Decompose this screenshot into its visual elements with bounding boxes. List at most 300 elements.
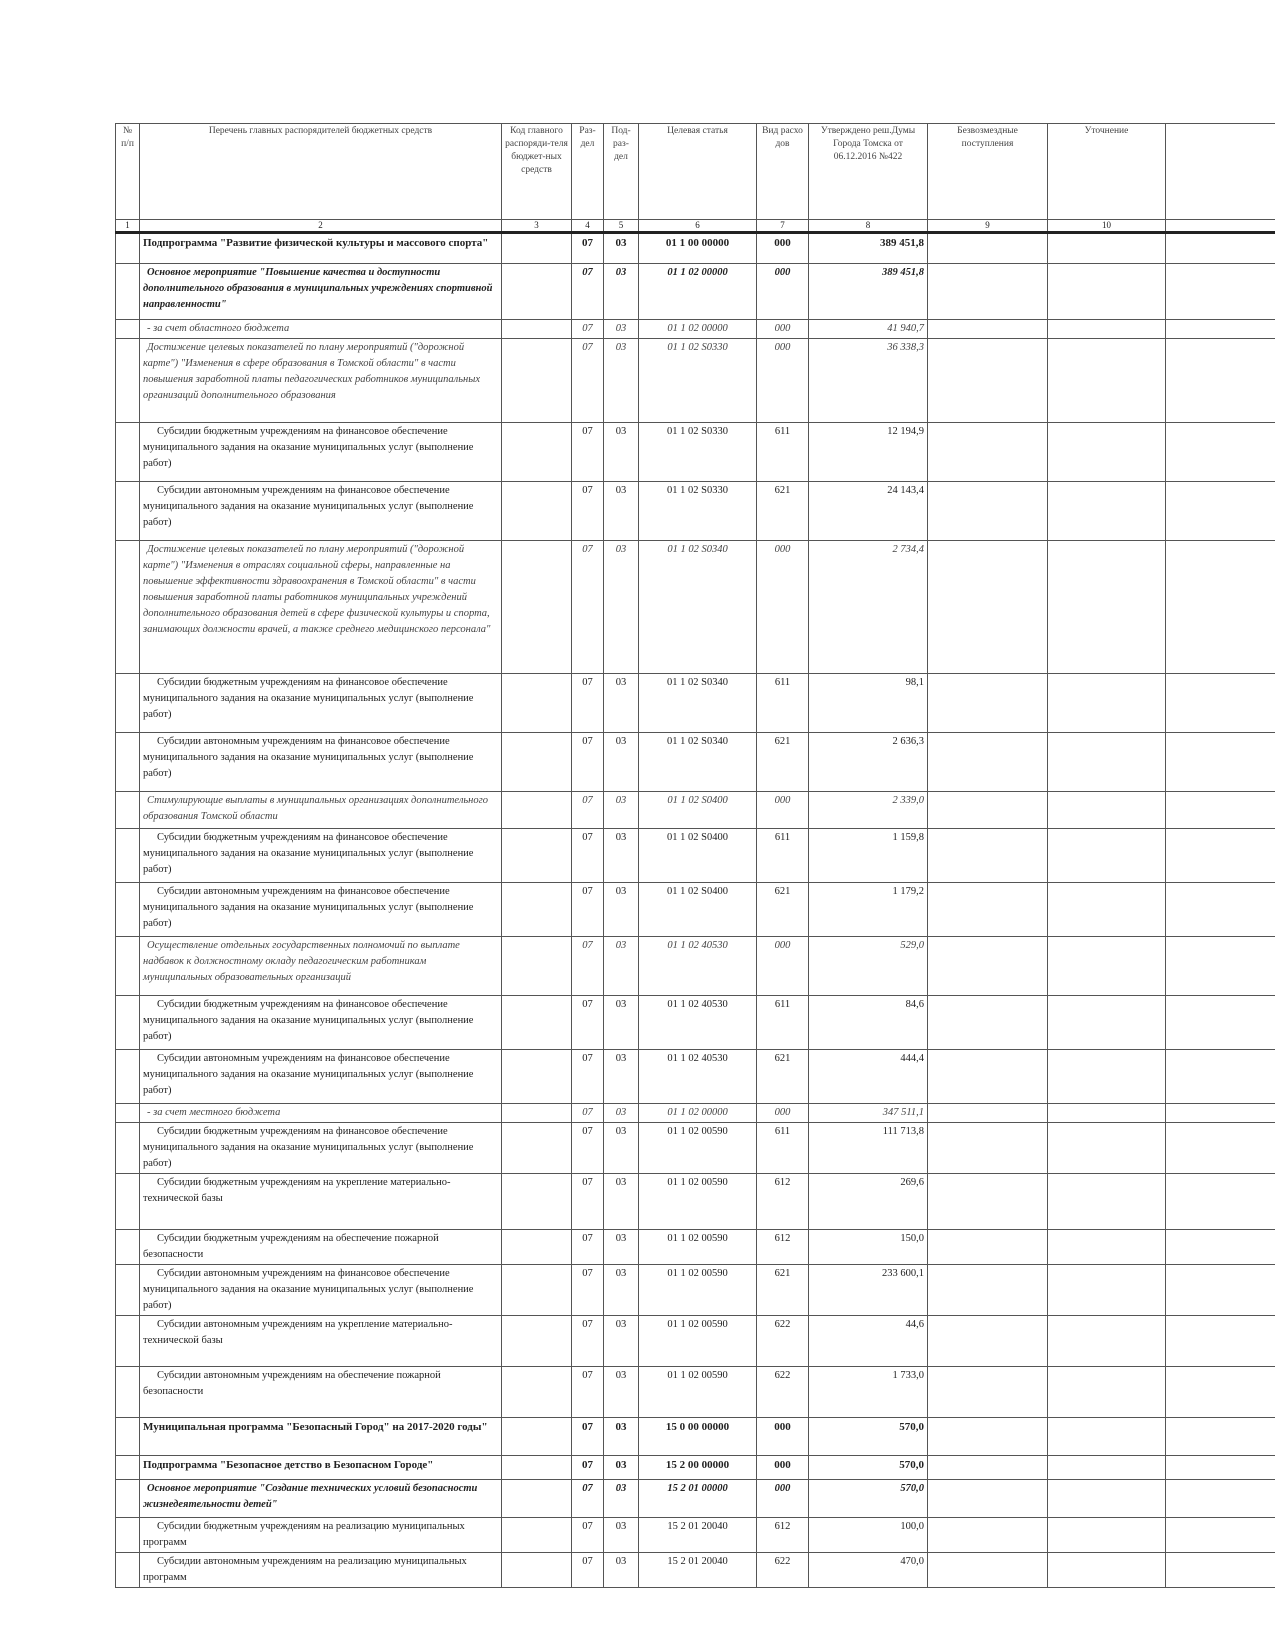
row-name-cell: Субсидии автономным учреждениям на финансовое обеспечение муниципального задания на оказание муниципальных услуг (выполнение работ) xyxy=(140,482,502,541)
row-article-cell: 15 0 00 00000 xyxy=(639,1418,757,1456)
row-podrazdel-cell: 03 xyxy=(604,883,639,937)
table-row xyxy=(116,1123,1275,1174)
row-grants-cell xyxy=(928,423,1048,482)
table-row xyxy=(116,829,1275,883)
row-name-cell: Субсидии бюджетным учреждениям на финансовое обеспечение муниципального задания на оказание муниципальных услуг (выполнение работ) xyxy=(140,423,502,482)
row-code-cell xyxy=(502,733,572,792)
row-vid-cell: 621 xyxy=(757,482,809,541)
row-refinement-cell xyxy=(1048,674,1166,733)
row-name-cell: Подпрограмма "Развитие физической культуры и массового спорта" xyxy=(140,233,502,264)
row-number-cell xyxy=(116,320,140,339)
row-refinement-cell xyxy=(1048,1518,1166,1553)
row-number-cell xyxy=(116,733,140,792)
row-vid-cell: 000 xyxy=(757,541,809,674)
row-refinement-cell xyxy=(1048,1480,1166,1518)
col-extra-header xyxy=(1166,124,1275,220)
row-razdel-cell: 07 xyxy=(572,1174,604,1230)
row-code-cell xyxy=(502,541,572,674)
table-row xyxy=(116,1174,1275,1230)
row-refinement-cell xyxy=(1048,264,1166,320)
row-razdel-cell: 07 xyxy=(572,733,604,792)
table-row xyxy=(116,1316,1275,1367)
col-approved-header: Утверждено реш.Думы Города Томска от 06.12.2016 №422 xyxy=(809,124,928,220)
row-grants-cell xyxy=(928,1518,1048,1553)
row-refinement-cell xyxy=(1048,482,1166,541)
row-extra-cell xyxy=(1166,937,1275,996)
row-refinement-cell xyxy=(1048,1230,1166,1265)
row-podrazdel-cell: 03 xyxy=(604,1480,639,1518)
col-podrazdel-header: Под-раз-дел xyxy=(604,124,639,220)
row-number-cell xyxy=(116,1418,140,1456)
row-amount-cell: 111 713,8 xyxy=(809,1123,928,1174)
row-vid-cell: 611 xyxy=(757,1123,809,1174)
row-extra-cell xyxy=(1166,1050,1275,1104)
row-name-cell: Субсидии автономным учреждениям на финансовое обеспечение муниципального задания на оказание муниципальных услуг (выполнение работ) xyxy=(140,1050,502,1104)
row-refinement-cell xyxy=(1048,883,1166,937)
row-article-cell: 01 1 02 S0330 xyxy=(639,423,757,482)
row-grants-cell xyxy=(928,1230,1048,1265)
row-code-cell xyxy=(502,1480,572,1518)
table-row xyxy=(116,541,1275,674)
row-number-cell xyxy=(116,829,140,883)
row-vid-cell: 000 xyxy=(757,1480,809,1518)
row-razdel-cell: 07 xyxy=(572,996,604,1050)
row-number-cell xyxy=(116,1367,140,1418)
row-extra-cell xyxy=(1166,1265,1275,1316)
row-amount-cell: 444,4 xyxy=(809,1050,928,1104)
column-number-row xyxy=(116,220,1275,233)
row-razdel-cell: 07 xyxy=(572,1518,604,1553)
row-name-cell: Субсидии бюджетным учреждениям на финансовое обеспечение муниципального задания на оказание муниципальных услуг (выполнение работ) xyxy=(140,996,502,1050)
row-number-cell xyxy=(116,264,140,320)
table-row xyxy=(116,1480,1275,1518)
row-extra-cell xyxy=(1166,1518,1275,1553)
row-amount-cell: 347 511,1 xyxy=(809,1104,928,1123)
row-podrazdel-cell: 03 xyxy=(604,1123,639,1174)
row-podrazdel-cell: 03 xyxy=(604,674,639,733)
row-razdel-cell: 07 xyxy=(572,1316,604,1367)
row-amount-cell: 269,6 xyxy=(809,1174,928,1230)
row-number-cell xyxy=(116,674,140,733)
col-vid-header: Вид расхо дов xyxy=(757,124,809,220)
row-extra-cell xyxy=(1166,423,1275,482)
column-number: 1 xyxy=(116,220,140,233)
col-razdel-header: Раз-дел xyxy=(572,124,604,220)
row-podrazdel-cell: 03 xyxy=(604,733,639,792)
row-code-cell xyxy=(502,1367,572,1418)
row-podrazdel-cell: 03 xyxy=(604,996,639,1050)
row-number-cell xyxy=(116,1553,140,1588)
row-name-cell: Субсидии автономным учреждениям на финансовое обеспечение муниципального задания на оказание муниципальных услуг (выполнение работ) xyxy=(140,1265,502,1316)
table-body xyxy=(116,233,1275,1588)
col-refinement-header: Уточнение xyxy=(1048,124,1166,220)
row-code-cell xyxy=(502,829,572,883)
row-code-cell xyxy=(502,1104,572,1123)
row-amount-cell: 570,0 xyxy=(809,1480,928,1518)
row-grants-cell xyxy=(928,264,1048,320)
row-grants-cell xyxy=(928,1480,1048,1518)
row-amount-cell: 12 194,9 xyxy=(809,423,928,482)
row-amount-cell: 41 940,7 xyxy=(809,320,928,339)
row-number-cell xyxy=(116,996,140,1050)
row-refinement-cell xyxy=(1048,1367,1166,1418)
row-refinement-cell xyxy=(1048,423,1166,482)
row-name-cell: Стимулирующие выплаты в муниципальных организациях дополнительного образования Томской области xyxy=(140,792,502,829)
row-razdel-cell: 07 xyxy=(572,264,604,320)
row-vid-cell: 000 xyxy=(757,937,809,996)
row-extra-cell xyxy=(1166,1418,1275,1456)
row-grants-cell xyxy=(928,1123,1048,1174)
row-article-cell: 01 1 02 00000 xyxy=(639,320,757,339)
row-name-cell: Субсидии автономным учреждениям на укрепление материально-технической базы xyxy=(140,1316,502,1367)
row-number-cell xyxy=(116,1230,140,1265)
row-extra-cell xyxy=(1166,883,1275,937)
row-number-cell xyxy=(116,1050,140,1104)
row-razdel-cell: 07 xyxy=(572,1104,604,1123)
row-amount-cell: 36 338,3 xyxy=(809,339,928,423)
row-vid-cell: 612 xyxy=(757,1230,809,1265)
row-grants-cell xyxy=(928,1050,1048,1104)
row-razdel-cell: 07 xyxy=(572,423,604,482)
row-number-cell xyxy=(116,233,140,264)
col-code-header: Код главного распоряди-теля бюджет-ных средств xyxy=(502,124,572,220)
row-extra-cell xyxy=(1166,1123,1275,1174)
row-article-cell: 01 1 02 40530 xyxy=(639,996,757,1050)
row-code-cell xyxy=(502,339,572,423)
row-razdel-cell: 07 xyxy=(572,829,604,883)
col-grants-header: Безвозмездные поступления xyxy=(928,124,1048,220)
row-number-cell xyxy=(116,792,140,829)
row-name-cell: Субсидии бюджетным учреждениям на финансовое обеспечение муниципального задания на оказание муниципальных услуг (выполнение работ) xyxy=(140,829,502,883)
row-grants-cell xyxy=(928,883,1048,937)
row-refinement-cell xyxy=(1048,1418,1166,1456)
row-amount-cell: 24 143,4 xyxy=(809,482,928,541)
row-extra-cell xyxy=(1166,733,1275,792)
row-razdel-cell: 07 xyxy=(572,1367,604,1418)
row-razdel-cell: 07 xyxy=(572,674,604,733)
row-extra-cell xyxy=(1166,1480,1275,1518)
table-row xyxy=(116,233,1275,264)
table-row xyxy=(116,1553,1275,1588)
row-article-cell: 15 2 01 20040 xyxy=(639,1518,757,1553)
table-row xyxy=(116,1456,1275,1480)
row-amount-cell: 1 179,2 xyxy=(809,883,928,937)
row-vid-cell: 611 xyxy=(757,829,809,883)
row-razdel-cell: 07 xyxy=(572,937,604,996)
row-refinement-cell xyxy=(1048,1123,1166,1174)
row-podrazdel-cell: 03 xyxy=(604,1265,639,1316)
row-grants-cell xyxy=(928,1316,1048,1367)
table-row xyxy=(116,733,1275,792)
row-razdel-cell: 07 xyxy=(572,1480,604,1518)
row-vid-cell: 000 xyxy=(757,320,809,339)
row-grants-cell xyxy=(928,1553,1048,1588)
row-code-cell xyxy=(502,1050,572,1104)
row-refinement-cell xyxy=(1048,541,1166,674)
row-article-cell: 01 1 02 S0340 xyxy=(639,541,757,674)
row-code-cell xyxy=(502,320,572,339)
row-podrazdel-cell: 03 xyxy=(604,264,639,320)
row-amount-cell: 2 734,4 xyxy=(809,541,928,674)
row-number-cell xyxy=(116,883,140,937)
row-number-cell xyxy=(116,482,140,541)
row-podrazdel-cell: 03 xyxy=(604,233,639,264)
budget-table xyxy=(115,123,1275,1588)
row-razdel-cell: 07 xyxy=(572,883,604,937)
row-code-cell xyxy=(502,264,572,320)
table-row xyxy=(116,264,1275,320)
row-extra-cell xyxy=(1166,1456,1275,1480)
row-refinement-cell xyxy=(1048,1456,1166,1480)
row-podrazdel-cell: 03 xyxy=(604,1230,639,1265)
row-code-cell xyxy=(502,1418,572,1456)
row-vid-cell: 000 xyxy=(757,1418,809,1456)
row-article-cell: 01 1 02 S0330 xyxy=(639,482,757,541)
row-razdel-cell: 07 xyxy=(572,1265,604,1316)
row-amount-cell: 570,0 xyxy=(809,1418,928,1456)
row-amount-cell: 150,0 xyxy=(809,1230,928,1265)
row-grants-cell xyxy=(928,829,1048,883)
column-number: 8 xyxy=(809,220,928,233)
row-article-cell: 01 1 02 00590 xyxy=(639,1316,757,1367)
row-number-cell xyxy=(116,1456,140,1480)
row-vid-cell: 622 xyxy=(757,1367,809,1418)
row-grants-cell xyxy=(928,1418,1048,1456)
row-vid-cell: 000 xyxy=(757,1104,809,1123)
column-number: 3 xyxy=(502,220,572,233)
budget-sheet xyxy=(115,123,1275,1588)
row-name-cell: Субсидии автономным учреждениям на обеспечение пожарной безопасности xyxy=(140,1367,502,1418)
row-number-cell xyxy=(116,1123,140,1174)
column-number: 2 xyxy=(140,220,502,233)
table-row xyxy=(116,1518,1275,1553)
row-code-cell xyxy=(502,1174,572,1230)
row-amount-cell: 2 636,3 xyxy=(809,733,928,792)
row-extra-cell xyxy=(1166,996,1275,1050)
row-vid-cell: 000 xyxy=(757,339,809,423)
row-number-cell xyxy=(116,541,140,674)
row-code-cell xyxy=(502,674,572,733)
row-vid-cell: 000 xyxy=(757,264,809,320)
row-extra-cell xyxy=(1166,674,1275,733)
row-name-cell: Субсидии бюджетным учреждениям на укрепление материально-технической базы xyxy=(140,1174,502,1230)
table-row xyxy=(116,1050,1275,1104)
row-grants-cell xyxy=(928,339,1048,423)
row-extra-cell xyxy=(1166,1367,1275,1418)
row-number-cell xyxy=(116,1174,140,1230)
row-refinement-cell xyxy=(1048,320,1166,339)
row-podrazdel-cell: 03 xyxy=(604,482,639,541)
row-refinement-cell xyxy=(1048,829,1166,883)
row-refinement-cell xyxy=(1048,1174,1166,1230)
row-amount-cell: 84,6 xyxy=(809,996,928,1050)
row-extra-cell xyxy=(1166,541,1275,674)
row-amount-cell: 233 600,1 xyxy=(809,1265,928,1316)
row-article-cell: 01 1 02 40530 xyxy=(639,1050,757,1104)
row-name-cell: Муниципальная программа "Безопасный Город" на 2017-2020 годы" xyxy=(140,1418,502,1456)
column-number: 4 xyxy=(572,220,604,233)
row-amount-cell: 389 451,8 xyxy=(809,233,928,264)
row-number-cell xyxy=(116,1316,140,1367)
row-podrazdel-cell: 03 xyxy=(604,1456,639,1480)
row-code-cell xyxy=(502,1265,572,1316)
row-podrazdel-cell: 03 xyxy=(604,792,639,829)
row-refinement-cell xyxy=(1048,996,1166,1050)
row-refinement-cell xyxy=(1048,233,1166,264)
row-code-cell xyxy=(502,1230,572,1265)
column-number: 5 xyxy=(604,220,639,233)
row-vid-cell: 621 xyxy=(757,1265,809,1316)
row-podrazdel-cell: 03 xyxy=(604,1367,639,1418)
row-podrazdel-cell: 03 xyxy=(604,1174,639,1230)
row-name-cell: Основное мероприятие "Создание технических условий безопасности жизнедеятельности детей" xyxy=(140,1480,502,1518)
col-name-header: Перечень главных распорядителей бюджетных средств xyxy=(140,124,502,220)
row-razdel-cell: 07 xyxy=(572,1553,604,1588)
row-name-cell: Основное мероприятие "Повышение качества и доступности дополнительного образования в муниципальных учреждениях спортивной направленности" xyxy=(140,264,502,320)
row-vid-cell: 621 xyxy=(757,1050,809,1104)
row-razdel-cell: 07 xyxy=(572,1123,604,1174)
row-refinement-cell xyxy=(1048,1104,1166,1123)
row-article-cell: 15 2 00 00000 xyxy=(639,1456,757,1480)
table-row xyxy=(116,1367,1275,1418)
row-name-cell: - за счет областного бюджета xyxy=(140,320,502,339)
row-name-cell: Субсидии автономным учреждениям на реализацию муниципальных программ xyxy=(140,1553,502,1588)
row-name-cell: Достижение целевых показателей по плану мероприятий ("дорожной карте") "Изменения в отраслях социальной сферы, направленные на повышение эффективности здравоохранения в Томской области" в части повышения заработной платы работников муниципальных учреждений дополнительного образования детей в сфере физической культуры и спорта, занимающих должности врачей, а также среднего медицинского персонала" xyxy=(140,541,502,674)
row-number-cell xyxy=(116,423,140,482)
table-row xyxy=(116,320,1275,339)
row-extra-cell xyxy=(1166,233,1275,264)
table-row xyxy=(116,423,1275,482)
row-article-cell: 01 1 02 S0330 xyxy=(639,339,757,423)
row-number-cell xyxy=(116,339,140,423)
row-vid-cell: 612 xyxy=(757,1174,809,1230)
row-podrazdel-cell: 03 xyxy=(604,320,639,339)
row-grants-cell xyxy=(928,937,1048,996)
row-razdel-cell: 07 xyxy=(572,1456,604,1480)
column-number: 10 xyxy=(1048,220,1166,233)
row-vid-cell: 000 xyxy=(757,233,809,264)
row-extra-cell xyxy=(1166,264,1275,320)
row-code-cell xyxy=(502,482,572,541)
row-extra-cell xyxy=(1166,1316,1275,1367)
row-grants-cell xyxy=(928,541,1048,674)
row-vid-cell: 611 xyxy=(757,674,809,733)
row-amount-cell: 529,0 xyxy=(809,937,928,996)
table-row xyxy=(116,883,1275,937)
row-name-cell: - за счет местного бюджета xyxy=(140,1104,502,1123)
row-extra-cell xyxy=(1166,829,1275,883)
row-article-cell: 01 1 02 40530 xyxy=(639,937,757,996)
row-razdel-cell: 07 xyxy=(572,1050,604,1104)
table-row xyxy=(116,1418,1275,1456)
row-code-cell xyxy=(502,1316,572,1367)
row-extra-cell xyxy=(1166,1174,1275,1230)
row-podrazdel-cell: 03 xyxy=(604,829,639,883)
row-amount-cell: 44,6 xyxy=(809,1316,928,1367)
row-article-cell: 01 1 02 00590 xyxy=(639,1174,757,1230)
row-article-cell: 01 1 02 S0340 xyxy=(639,674,757,733)
row-grants-cell xyxy=(928,792,1048,829)
row-grants-cell xyxy=(928,320,1048,339)
row-number-cell xyxy=(116,1480,140,1518)
row-podrazdel-cell: 03 xyxy=(604,1553,639,1588)
row-article-cell: 01 1 02 S0400 xyxy=(639,829,757,883)
row-amount-cell: 100,0 xyxy=(809,1518,928,1553)
row-razdel-cell: 07 xyxy=(572,1418,604,1456)
row-name-cell: Субсидии автономным учреждениям на финансовое обеспечение муниципального задания на оказание муниципальных услуг (выполнение работ) xyxy=(140,733,502,792)
row-grants-cell xyxy=(928,1174,1048,1230)
row-number-cell xyxy=(116,937,140,996)
table-row xyxy=(116,339,1275,423)
table-row xyxy=(116,996,1275,1050)
row-code-cell xyxy=(502,233,572,264)
row-code-cell xyxy=(502,996,572,1050)
row-podrazdel-cell: 03 xyxy=(604,541,639,674)
row-name-cell: Субсидии автономным учреждениям на финансовое обеспечение муниципального задания на оказание муниципальных услуг (выполнение работ) xyxy=(140,883,502,937)
header-row xyxy=(116,124,1275,220)
row-podrazdel-cell: 03 xyxy=(604,1518,639,1553)
row-code-cell xyxy=(502,1456,572,1480)
row-code-cell xyxy=(502,937,572,996)
row-amount-cell: 98,1 xyxy=(809,674,928,733)
col-num-header: № п/п xyxy=(116,124,140,220)
row-vid-cell: 622 xyxy=(757,1553,809,1588)
column-number: 7 xyxy=(757,220,809,233)
table-row xyxy=(116,1265,1275,1316)
row-code-cell xyxy=(502,1123,572,1174)
row-vid-cell: 000 xyxy=(757,1456,809,1480)
row-grants-cell xyxy=(928,1265,1048,1316)
row-grants-cell xyxy=(928,233,1048,264)
row-number-cell xyxy=(116,1265,140,1316)
table-row xyxy=(116,937,1275,996)
column-number xyxy=(1166,220,1275,233)
row-article-cell: 01 1 02 00000 xyxy=(639,264,757,320)
row-razdel-cell: 07 xyxy=(572,1230,604,1265)
row-grants-cell xyxy=(928,1456,1048,1480)
row-grants-cell xyxy=(928,1367,1048,1418)
row-grants-cell xyxy=(928,1104,1048,1123)
row-article-cell: 01 1 02 S0400 xyxy=(639,883,757,937)
row-podrazdel-cell: 03 xyxy=(604,339,639,423)
row-razdel-cell: 07 xyxy=(572,233,604,264)
row-name-cell: Субсидии бюджетным учреждениям на обеспечение пожарной безопасности xyxy=(140,1230,502,1265)
row-amount-cell: 570,0 xyxy=(809,1456,928,1480)
row-grants-cell xyxy=(928,996,1048,1050)
row-grants-cell xyxy=(928,674,1048,733)
row-name-cell: Субсидии бюджетным учреждениям на финансовое обеспечение муниципального задания на оказание муниципальных услуг (выполнение работ) xyxy=(140,674,502,733)
row-vid-cell: 612 xyxy=(757,1518,809,1553)
row-razdel-cell: 07 xyxy=(572,339,604,423)
row-grants-cell xyxy=(928,733,1048,792)
row-article-cell: 01 1 02 S0340 xyxy=(639,733,757,792)
row-article-cell: 01 1 02 00590 xyxy=(639,1265,757,1316)
row-grants-cell xyxy=(928,482,1048,541)
row-extra-cell xyxy=(1166,1104,1275,1123)
row-article-cell: 01 1 02 00590 xyxy=(639,1230,757,1265)
row-code-cell xyxy=(502,423,572,482)
row-article-cell: 15 2 01 00000 xyxy=(639,1480,757,1518)
row-razdel-cell: 07 xyxy=(572,792,604,829)
row-extra-cell xyxy=(1166,1553,1275,1588)
row-refinement-cell xyxy=(1048,733,1166,792)
row-podrazdel-cell: 03 xyxy=(604,423,639,482)
row-article-cell: 01 1 02 00590 xyxy=(639,1367,757,1418)
row-extra-cell xyxy=(1166,320,1275,339)
row-article-cell: 01 1 02 00590 xyxy=(639,1123,757,1174)
row-podrazdel-cell: 03 xyxy=(604,1316,639,1367)
row-amount-cell: 1 733,0 xyxy=(809,1367,928,1418)
